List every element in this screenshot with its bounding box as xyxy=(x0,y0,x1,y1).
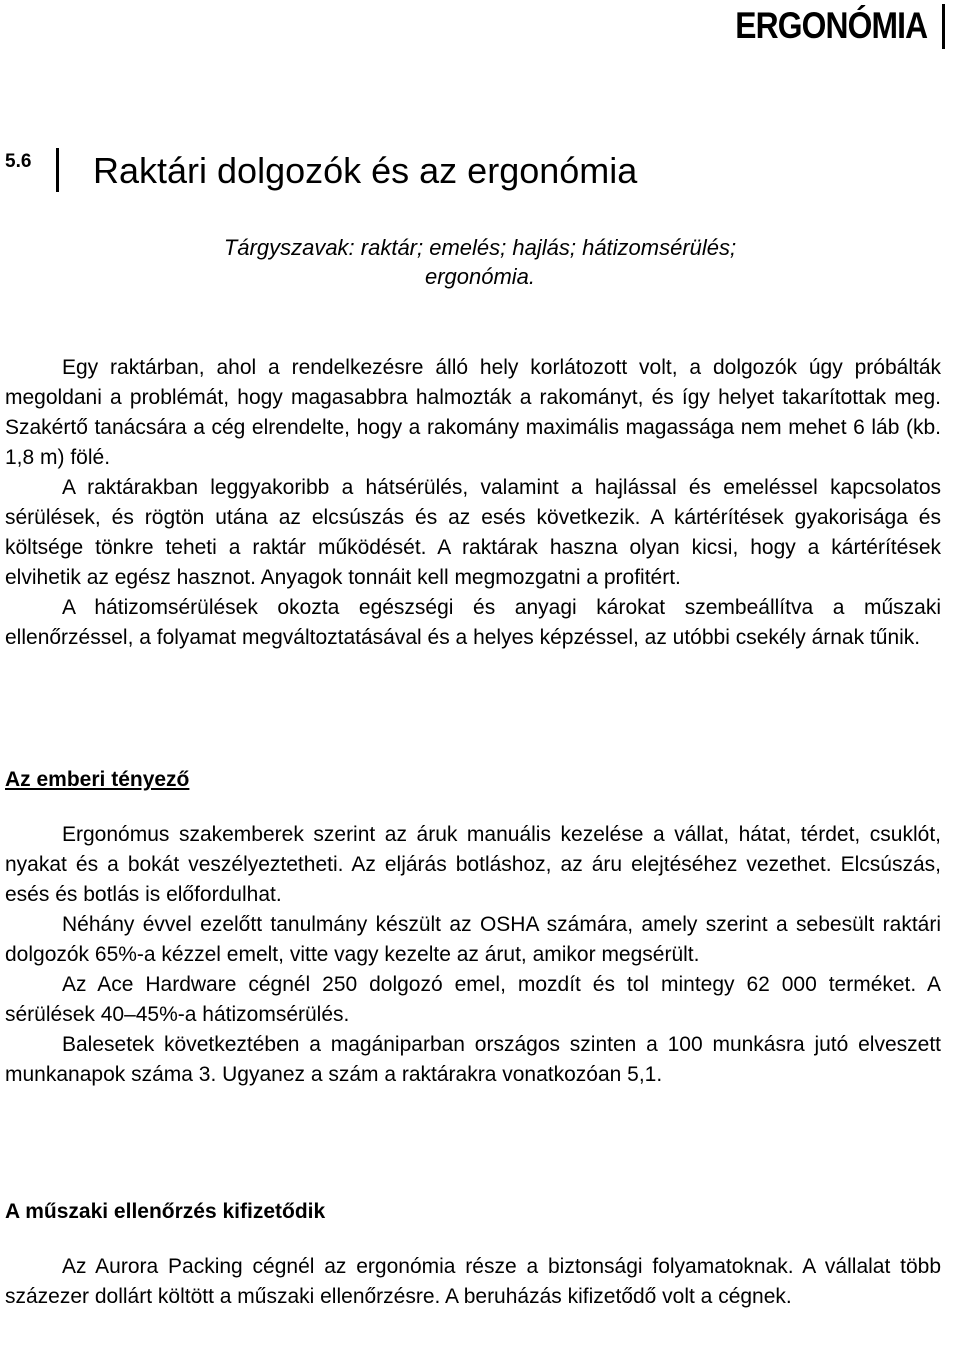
paragraph: A hátizomsérülések okozta egészségi és anyagi károkat szembeállítva a műszaki ellenőrzéssel, a folyamat megváltoztatásával és a helyes képzéssel, az utóbbi csekély árnak tűnik. xyxy=(5,596,941,649)
engineering-section xyxy=(5,1252,941,1312)
paragraph: Ergonómus szakemberek szerint az áruk manuális kezelése a vállat, hátat, térdet, csuklót, nyakat és a bokát veszélyeztetheti. Az eljárás botláshoz, az áru elejtéséhez vezethet. Elcsúszás, esés és botlás is előfordulhat. xyxy=(5,823,941,906)
keywords-line: ergonómia. xyxy=(424,264,536,289)
subheading-human-factor: Az emberi tényező xyxy=(5,768,190,791)
intro-section xyxy=(5,353,941,653)
page-title: Raktári dolgozók és az ergonómia xyxy=(93,150,638,191)
keywords-line: Tárgyszavak: raktár; emelés; hajlás; hátizomsérülés; xyxy=(223,235,737,260)
paragraph: Az Aurora Packing cégnél az ergonómia része a biztonsági folyamatoknak. A vállalat több százezer dollárt költött a műszaki ellenőrzésre. A beruházás kifizetődő volt a cégnek. xyxy=(5,1255,941,1308)
section-divider xyxy=(56,148,59,192)
paragraph: A raktárakban leggyakoribb a hátsérülés, valamint a hajlással és emeléssel kapcsolatos sérülések, és rögtön utána az elcsúszás és az esés következik. A kártérítések gyakorisága és költsége tönkre teheti a raktár működését. A raktárak haszna olyan kicsi, hogy a kártérítések elvihetik az egész hasznot. Anyagok tonnáit kell megmozgatni a profitért. xyxy=(5,476,941,589)
human-factor-section xyxy=(5,820,941,1090)
paragraph: Néhány évvel ezelőtt tanulmány készült az OSHA számára, amely szerint a sebesült raktári dolgozók 65%-a kézzel emelt, vitte vagy kezelte az árut, amikor megsérült. xyxy=(5,913,941,966)
subheading-engineering: A műszaki ellenőrzés kifizetődik xyxy=(5,1200,326,1223)
running-header-title: ERGONÓMIA xyxy=(734,5,927,46)
section-number: 5.6 xyxy=(5,151,32,172)
paragraph: Balesetek következtében a magániparban országos szinten a 100 munkásra jutó elveszett munkanapok száma 3. Ugyanez a szám a raktárakra vonatkozóan 5,1. xyxy=(5,1033,941,1086)
header-divider xyxy=(942,4,945,49)
keywords xyxy=(0,233,960,291)
paragraph: Az Ace Hardware cégnél 250 dolgozó emel, mozdít és tol mintegy 62 000 terméket. A sérülések 40–45%-a hátizomsérülés. xyxy=(5,973,941,1026)
paragraph: Egy raktárban, ahol a rendelkezésre álló hely korlátozott volt, a dolgozók úgy próbálták megoldani a problémát, hogy magasabbra halmozták a rakományt, és így helyet takarítottak meg. Szakértő tanácsára a cég elrendelte, hogy a rakomány maximális magassága nem mehet 6 láb (kb. 1,8 m) fölé. xyxy=(5,356,941,469)
